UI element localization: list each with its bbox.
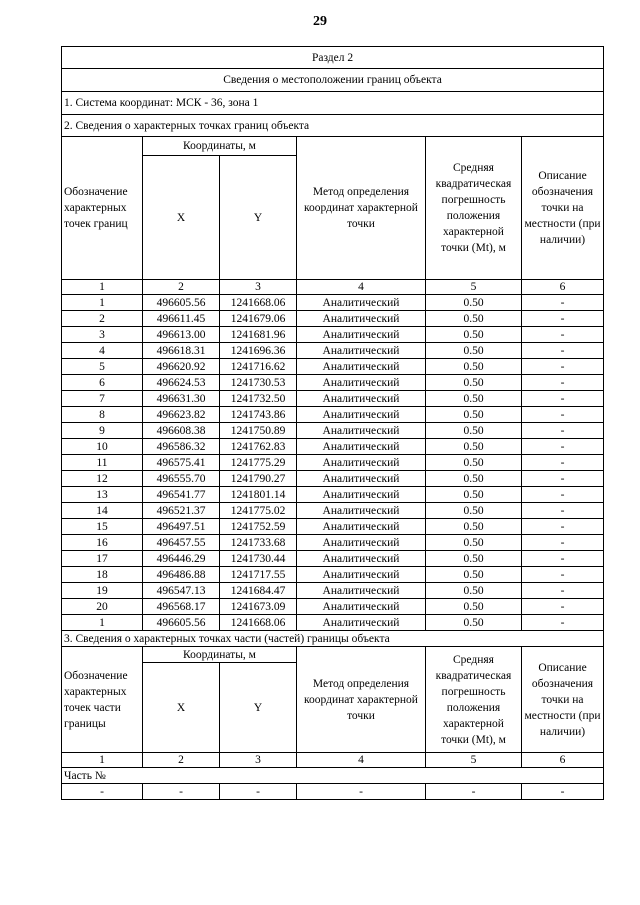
part2-column-index-row (62, 753, 604, 768)
part2-header-coordinates: Координаты, м (143, 647, 297, 663)
coord-x-cell: - (143, 784, 220, 800)
coord-y-cell: 1241684.47 (220, 583, 297, 599)
coord-y-cell: 1241733.68 (220, 535, 297, 551)
error-cell: 0.50 (426, 519, 522, 535)
description-cell: - (522, 519, 604, 535)
table-row (62, 295, 604, 311)
coord-x-cell: 496613.00 (143, 327, 220, 343)
coord-y-cell: 1241679.06 (220, 311, 297, 327)
column-index-cell: 3 (220, 753, 297, 768)
table-row (62, 439, 604, 455)
point-number-cell: 5 (62, 359, 143, 375)
column-index-cell: 1 (62, 753, 143, 768)
error-cell: 0.50 (426, 471, 522, 487)
coord-x-cell: 496631.30 (143, 391, 220, 407)
table-row (62, 551, 604, 567)
method-cell: Аналитический (297, 455, 426, 471)
description-cell: - (522, 471, 604, 487)
part1-header-description: Описание обозначения точки на местности (при наличии) (522, 137, 604, 280)
part1-header-method: Метод определения координат характерной точки (297, 137, 426, 280)
error-cell: 0.50 (426, 599, 522, 615)
coord-y-cell: 1241752.59 (220, 519, 297, 535)
method-cell: Аналитический (297, 583, 426, 599)
coord-y-cell: - (220, 784, 297, 800)
part1-header-coordinates: Координаты, м (143, 137, 297, 156)
point-number-cell: 1 (62, 295, 143, 311)
part1-column-index-row (62, 280, 604, 295)
description-cell: - (522, 599, 604, 615)
method-cell: Аналитический (297, 487, 426, 503)
error-cell: 0.50 (426, 455, 522, 471)
method-cell: Аналитический (297, 471, 426, 487)
column-index-cell: 6 (522, 280, 604, 295)
coord-x-cell: 496605.56 (143, 615, 220, 631)
table-row (62, 455, 604, 471)
coord-y-cell: 1241750.89 (220, 423, 297, 439)
coord-x-cell: 496541.77 (143, 487, 220, 503)
point-number-cell: 17 (62, 551, 143, 567)
table-row (62, 503, 604, 519)
point-number-cell: 3 (62, 327, 143, 343)
method-cell: Аналитический (297, 503, 426, 519)
coord-x-cell: 496521.37 (143, 503, 220, 519)
part2-part-label: Часть № (62, 768, 604, 784)
error-cell: 0.50 (426, 327, 522, 343)
coord-y-cell: 1241730.53 (220, 375, 297, 391)
column-index-cell: 2 (143, 280, 220, 295)
method-cell: Аналитический (297, 535, 426, 551)
part2-title: 3. Сведения о характерных точках части (частей) границы объекта (62, 631, 604, 647)
error-cell: 0.50 (426, 423, 522, 439)
error-cell: 0.50 (426, 295, 522, 311)
column-index-cell: 1 (62, 280, 143, 295)
method-cell: Аналитический (297, 551, 426, 567)
page-number: 29 (313, 14, 327, 29)
part2-header-description: Описание обозначения точки на местности (при наличии) (522, 647, 604, 753)
method-cell: Аналитический (297, 391, 426, 407)
table-row (62, 583, 604, 599)
coord-x-cell: 496611.45 (143, 311, 220, 327)
error-cell: 0.50 (426, 311, 522, 327)
error-cell: 0.50 (426, 375, 522, 391)
point-number-cell: 15 (62, 519, 143, 535)
description-cell: - (522, 535, 604, 551)
error-cell: 0.50 (426, 535, 522, 551)
coord-y-cell: 1241730.44 (220, 551, 297, 567)
method-cell: Аналитический (297, 615, 426, 631)
table-row (62, 375, 604, 391)
table-row (62, 784, 604, 800)
part2-header-error: Средняя квадратическая погрешность положения характерной точки (Mt), м (426, 647, 522, 753)
description-cell: - (522, 359, 604, 375)
description-cell: - (522, 407, 604, 423)
part2-header-x: X (143, 663, 220, 753)
description-cell: - (522, 583, 604, 599)
description-cell: - (522, 391, 604, 407)
table-row (62, 423, 604, 439)
point-number-cell: 6 (62, 375, 143, 391)
part2-header-y: Y (220, 663, 297, 753)
description-cell: - (522, 567, 604, 583)
description-cell: - (522, 295, 604, 311)
table-row (62, 567, 604, 583)
table-row (62, 599, 604, 615)
column-index-cell: 6 (522, 753, 604, 768)
error-cell: 0.50 (426, 407, 522, 423)
boundary-table (61, 46, 604, 800)
coord-x-cell: 496575.41 (143, 455, 220, 471)
coord-y-cell: 1241717.55 (220, 567, 297, 583)
coord-y-cell: 1241775.02 (220, 503, 297, 519)
method-cell: Аналитический (297, 295, 426, 311)
coord-x-cell: 496618.31 (143, 343, 220, 359)
coord-y-cell: 1241762.83 (220, 439, 297, 455)
method-cell: Аналитический (297, 375, 426, 391)
coord-y-cell: 1241790.27 (220, 471, 297, 487)
coord-x-cell: 496486.88 (143, 567, 220, 583)
coord-y-cell: 1241801.14 (220, 487, 297, 503)
error-cell: - (426, 784, 522, 800)
point-number-cell: 19 (62, 583, 143, 599)
coord-y-cell: 1241775.29 (220, 455, 297, 471)
method-cell: Аналитический (297, 327, 426, 343)
coord-y-cell: 1241668.06 (220, 615, 297, 631)
point-number-cell: - (62, 784, 143, 800)
table-row (62, 359, 604, 375)
point-number-cell: 1 (62, 615, 143, 631)
coord-y-cell: 1241668.06 (220, 295, 297, 311)
description-cell: - (522, 327, 604, 343)
description-cell: - (522, 375, 604, 391)
description-cell: - (522, 551, 604, 567)
part1-header-error: Средняя квадратическая погрешность положения характерной точки (Mt), м (426, 137, 522, 280)
method-cell: Аналитический (297, 311, 426, 327)
point-number-cell: 7 (62, 391, 143, 407)
table-row (62, 343, 604, 359)
error-cell: 0.50 (426, 551, 522, 567)
method-cell: Аналитический (297, 599, 426, 615)
point-number-cell: 8 (62, 407, 143, 423)
method-cell: Аналитический (297, 439, 426, 455)
error-cell: 0.50 (426, 487, 522, 503)
coord-x-cell: 496586.32 (143, 439, 220, 455)
description-cell: - (522, 439, 604, 455)
coord-y-cell: 1241681.96 (220, 327, 297, 343)
column-index-cell: 4 (297, 753, 426, 768)
table-row (62, 519, 604, 535)
error-cell: 0.50 (426, 391, 522, 407)
error-cell: 0.50 (426, 583, 522, 599)
description-cell: - (522, 503, 604, 519)
method-cell: Аналитический (297, 423, 426, 439)
point-number-cell: 16 (62, 535, 143, 551)
point-number-cell: 9 (62, 423, 143, 439)
part1-header-designation: Обозначение характерных точек границ (62, 137, 143, 280)
description-cell: - (522, 311, 604, 327)
coord-x-cell: 496623.82 (143, 407, 220, 423)
coord-x-cell: 496497.51 (143, 519, 220, 535)
coord-x-cell: 496605.56 (143, 295, 220, 311)
error-cell: 0.50 (426, 439, 522, 455)
part1-points-body (62, 295, 604, 631)
column-index-cell: 5 (426, 753, 522, 768)
table-row (62, 615, 604, 631)
part2-points-body (62, 784, 604, 800)
table-row (62, 327, 604, 343)
coord-x-cell: 496608.38 (143, 423, 220, 439)
point-number-cell: 10 (62, 439, 143, 455)
column-index-cell: 2 (143, 753, 220, 768)
coordinate-system: 1. Система координат: МСК - 36, зона 1 (62, 92, 604, 115)
coord-x-cell: 496457.55 (143, 535, 220, 551)
coord-x-cell: 496547.13 (143, 583, 220, 599)
column-index-cell: 3 (220, 280, 297, 295)
description-cell: - (522, 423, 604, 439)
description-cell: - (522, 487, 604, 503)
coord-y-cell: 1241743.86 (220, 407, 297, 423)
error-cell: 0.50 (426, 615, 522, 631)
description-cell: - (522, 455, 604, 471)
part2-header-method: Метод определения координат характерной точки (297, 647, 426, 753)
coord-x-cell: 496568.17 (143, 599, 220, 615)
method-cell: Аналитический (297, 567, 426, 583)
coord-x-cell: 496555.70 (143, 471, 220, 487)
error-cell: 0.50 (426, 567, 522, 583)
coord-y-cell: 1241696.36 (220, 343, 297, 359)
part1-title: 2. Сведения о характерных точках границ объекта (62, 115, 604, 137)
point-number-cell: 20 (62, 599, 143, 615)
table-row (62, 391, 604, 407)
table-row (62, 471, 604, 487)
part1-header-y: Y (220, 156, 297, 280)
point-number-cell: 18 (62, 567, 143, 583)
error-cell: 0.50 (426, 343, 522, 359)
point-number-cell: 11 (62, 455, 143, 471)
point-number-cell: 2 (62, 311, 143, 327)
error-cell: 0.50 (426, 359, 522, 375)
point-number-cell: 4 (62, 343, 143, 359)
coord-x-cell: 496446.29 (143, 551, 220, 567)
method-cell: Аналитический (297, 359, 426, 375)
section-title: Раздел 2 (62, 47, 604, 69)
description-cell: - (522, 343, 604, 359)
coord-y-cell: 1241716.62 (220, 359, 297, 375)
part2-header-designation: Обозначение характерных точек части границы (62, 647, 143, 753)
section-subtitle: Сведения о местоположении границ объекта (62, 69, 604, 92)
table-row (62, 311, 604, 327)
point-number-cell: 13 (62, 487, 143, 503)
method-cell: Аналитический (297, 407, 426, 423)
point-number-cell: 12 (62, 471, 143, 487)
coord-x-cell: 496620.92 (143, 359, 220, 375)
coord-x-cell: 496624.53 (143, 375, 220, 391)
table-row (62, 407, 604, 423)
description-cell: - (522, 784, 604, 800)
coord-y-cell: 1241732.50 (220, 391, 297, 407)
method-cell: Аналитический (297, 519, 426, 535)
point-number-cell: 14 (62, 503, 143, 519)
part1-header-x: X (143, 156, 220, 280)
error-cell: 0.50 (426, 503, 522, 519)
table-row (62, 535, 604, 551)
method-cell: - (297, 784, 426, 800)
method-cell: Аналитический (297, 343, 426, 359)
column-index-cell: 5 (426, 280, 522, 295)
description-cell: - (522, 615, 604, 631)
column-index-cell: 4 (297, 280, 426, 295)
table-row (62, 487, 604, 503)
coord-y-cell: 1241673.09 (220, 599, 297, 615)
